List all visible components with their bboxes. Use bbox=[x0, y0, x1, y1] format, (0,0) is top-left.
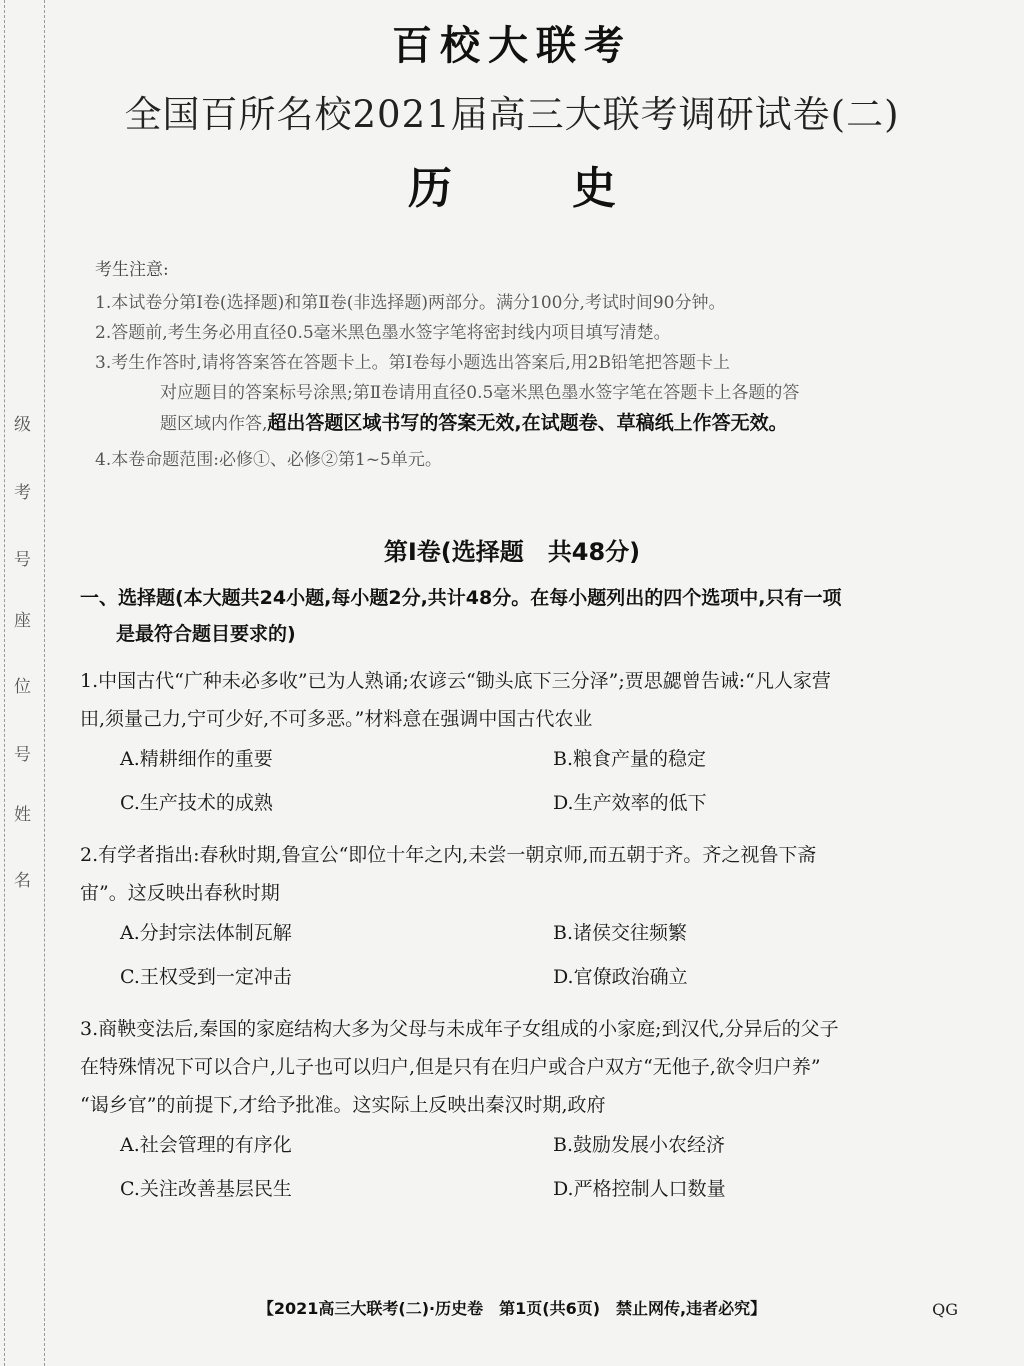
option-b[interactable]: B.诸侯交往频繁 bbox=[553, 922, 688, 944]
notice-item bbox=[95, 318, 955, 348]
stem-line: 宙”。这反映出春秋时期 bbox=[80, 882, 280, 904]
option-d[interactable]: D.严格控制人口数量 bbox=[553, 1178, 726, 1200]
stem-line: 2.有学者指出:春秋时期,鲁宣公“即位十年之内,未尝一朝京师,而五朝于齐。齐之视鲁下斋 bbox=[80, 844, 817, 866]
instructions-line: 一、选择题(本大题共24小题,每小题2分,共计48分。在每小题列出的四个选项中,只有一项 bbox=[80, 587, 842, 609]
option-c[interactable]: C.王权受到一定冲击 bbox=[120, 966, 292, 988]
option-a[interactable]: A.精耕细作的重要 bbox=[120, 748, 273, 770]
notice-heading: 考生注意: bbox=[95, 260, 169, 280]
question-options bbox=[80, 914, 960, 1010]
option-c[interactable]: C.生产技术的成熟 bbox=[120, 792, 273, 814]
section-title: 第Ⅰ卷(选择题 共48分) bbox=[383, 538, 641, 566]
question-2 bbox=[80, 836, 960, 1010]
option-b[interactable]: B.粮食产量的稳定 bbox=[553, 748, 707, 770]
candidate-notice bbox=[95, 255, 955, 475]
stem-line: 田,须量己力,宁可少好,不可多恶。”材料意在强调中国古代农业 bbox=[80, 708, 593, 730]
margin-label: 号 bbox=[14, 550, 31, 570]
exam-subject: 历史 bbox=[408, 163, 736, 214]
page-footer: 【2021高三大联考(二)·历史卷 第1页(共6页) 禁止网传,违者必究】 bbox=[257, 1299, 767, 1318]
margin-label: 姓 bbox=[14, 805, 31, 825]
notice-text: 3.考生作答时,请将答案答在答题卡上。第Ⅰ卷每小题选出答案后,用2B铅笔把答题卡上 bbox=[95, 353, 731, 373]
option-b[interactable]: B.鼓励发展小农经济 bbox=[553, 1134, 726, 1156]
margin-label: 号 bbox=[14, 745, 31, 765]
notice-emphasis: 超出答题区域书写的答案无效,在试题卷、草稿纸上作答无效。 bbox=[267, 412, 788, 434]
notice-item bbox=[95, 378, 955, 408]
margin-label: 名 bbox=[14, 871, 31, 891]
question-1 bbox=[80, 662, 960, 836]
exam-brand: 百校大联考 bbox=[392, 22, 632, 69]
section-instructions bbox=[80, 580, 960, 652]
stem-line: 3.商鞅变法后,秦国的家庭结构大多为父母与未成年子女组成的小家庭;到汉代,分异后的父子 bbox=[80, 1018, 839, 1040]
notice-text: 对应题目的答案标号涂黑;第Ⅱ卷请用直径0.5毫米黑色墨水签字笔在答题卡上各题的答 bbox=[160, 383, 800, 403]
question-stem bbox=[80, 836, 960, 912]
notice-text: 4.本卷命题范围:必修①、必修②第1~5单元。 bbox=[95, 450, 442, 470]
option-a[interactable]: A.社会管理的有序化 bbox=[120, 1134, 292, 1156]
margin-label: 级 bbox=[14, 415, 31, 435]
notice-item bbox=[95, 348, 955, 378]
notice-text: 2.答题前,考生务必用直径0.5毫米黑色墨水签字笔将密封线内项目填写清楚。 bbox=[95, 323, 671, 343]
stem-line: 在特殊情况下可以合户,儿子也可以归户,但是只有在归户或合户双方“无他子,欲令归户养” bbox=[80, 1056, 821, 1078]
question-options bbox=[80, 1126, 960, 1222]
notice-text: 题区域内作答, bbox=[160, 414, 268, 434]
question-stem bbox=[80, 662, 960, 738]
question-3 bbox=[80, 1010, 960, 1222]
notice-item bbox=[95, 408, 955, 439]
footer-code: QG bbox=[932, 1300, 958, 1319]
question-options bbox=[80, 740, 960, 836]
option-c[interactable]: C.关注改善基层民生 bbox=[120, 1178, 292, 1200]
notice-item bbox=[95, 288, 955, 318]
option-a[interactable]: A.分封宗法体制瓦解 bbox=[120, 922, 292, 944]
notice-item bbox=[95, 445, 955, 475]
option-d[interactable]: D.生产效率的低下 bbox=[553, 792, 707, 814]
instructions-line: 是最符合题目要求的) bbox=[116, 623, 296, 645]
margin-label: 考 bbox=[14, 483, 31, 503]
notice-list bbox=[95, 288, 955, 475]
question-stem bbox=[80, 1010, 960, 1124]
margin-label: 座 bbox=[14, 611, 31, 631]
option-d[interactable]: D.官僚政治确立 bbox=[553, 966, 688, 988]
exam-title: 全国百所名校2021届高三大联考调研试卷(二) bbox=[124, 93, 900, 136]
margin-label: 位 bbox=[14, 677, 31, 697]
stem-line: “谒乡官”的前提下,才给予批准。这实际上反映出秦汉时期,政府 bbox=[80, 1094, 606, 1116]
stem-line: 1.中国古代“广种未必多收”已为人熟诵;农谚云“锄头底下三分泽”;贾思勰曾告诫:“凡人家营 bbox=[80, 670, 831, 692]
notice-text: 1.本试卷分第Ⅰ卷(选择题)和第Ⅱ卷(非选择题)两部分。满分100分,考试时间90分钟。 bbox=[95, 293, 726, 313]
